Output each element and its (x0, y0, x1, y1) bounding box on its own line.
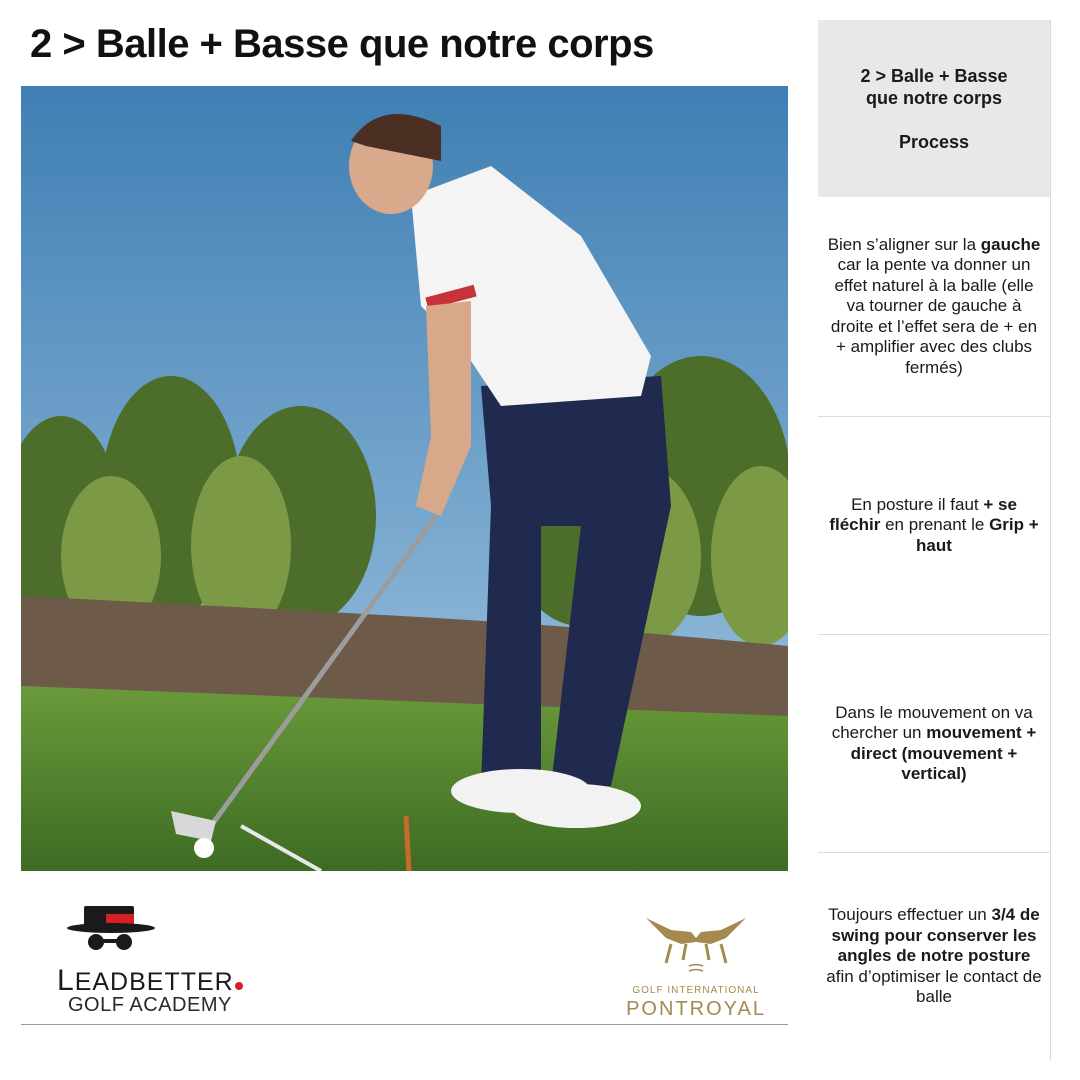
page-title: 2 > Balle + Basse que notre corps (30, 22, 654, 66)
step-4-bold: 3/4 de swing pour conserver les angles de notre posture (831, 905, 1040, 966)
step-3-bold: mouvement + direct (mouvement + vertical) (850, 723, 1037, 783)
antelope-emblem-icon (641, 908, 751, 978)
sidebar-header-title: 2 > Balle + Basse que notre corps (860, 65, 1008, 108)
leadbetter-name: LEADBETTER (57, 964, 243, 998)
step-1-bold: gauche (980, 234, 1041, 254)
process-step-2 (818, 417, 1050, 635)
process-step-4 (818, 853, 1050, 1060)
step-2-text-2: en prenant le (880, 515, 990, 535)
process-step-3 (818, 635, 1050, 853)
step-1-text: Bien s’aligner sur la (827, 234, 981, 254)
step-3-text: Dans le mouvement on va chercher un (831, 702, 1033, 742)
golfer-photo (21, 86, 788, 871)
sidebar-header (818, 20, 1050, 197)
leadbetter-subtitle: GOLF ACADEMY (68, 994, 232, 1016)
process-step-1 (818, 197, 1050, 417)
sidebar-header-subtitle: Process (898, 131, 970, 152)
step-2-bold: + se fléchir (829, 494, 1017, 535)
pontroyal-subtitle: GOLF INTERNATIONAL (632, 985, 760, 996)
step-1-text-2: car la pente va donner un effet naturel à la balle (elle va tourner de gauche à droite et l’effet sera de + en + amplifier avec des clubs fermés) (830, 255, 1038, 377)
step-2-text: En posture il faut (851, 494, 984, 514)
step-4-text: Toujours effectuer un (828, 905, 992, 925)
leadbetter-logo (51, 900, 281, 1020)
leadbetter-hat-icon (66, 900, 156, 960)
process-sidebar (818, 20, 1051, 1060)
logo-bar (21, 890, 788, 1025)
step-2-bold-2: Grip + haut (916, 515, 1039, 555)
pontroyal-name: PONTROYAL (626, 998, 766, 1020)
step-4-text-2: afin d’optimiser le contact de balle (826, 966, 1042, 1007)
pontroyal-logo (616, 908, 776, 1018)
